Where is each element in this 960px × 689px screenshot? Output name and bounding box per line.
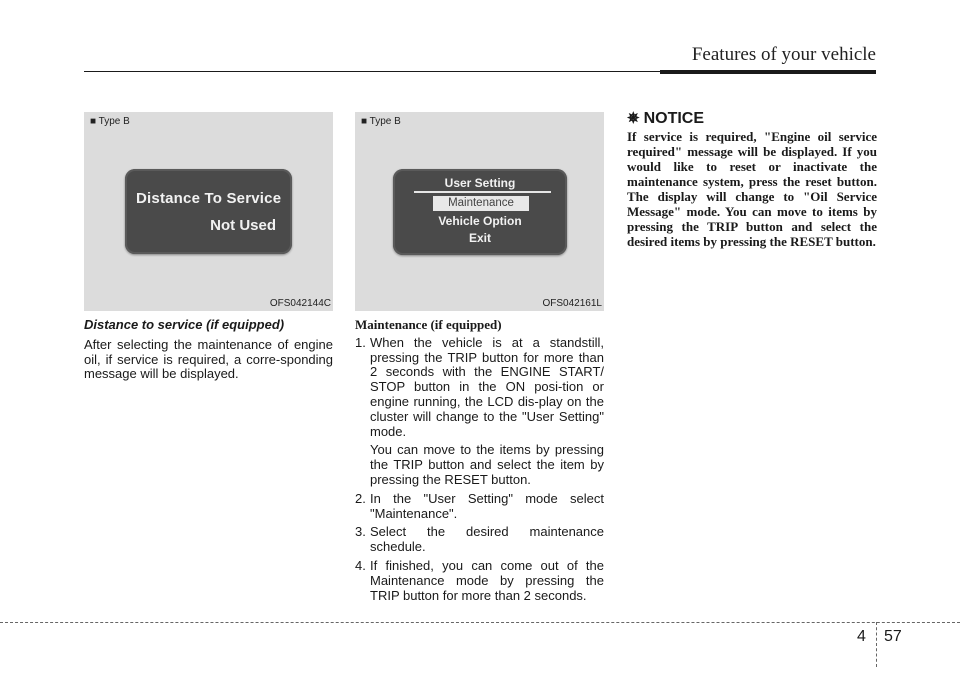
notice-box bbox=[627, 112, 877, 249]
list-number: 2. bbox=[355, 490, 366, 506]
list-item bbox=[355, 559, 604, 603]
section-heading: Distance to service (if equipped) bbox=[84, 317, 285, 332]
chapter-number: 4 bbox=[857, 628, 866, 645]
list-item bbox=[355, 336, 604, 440]
notice-heading bbox=[627, 112, 877, 127]
figure-type-label: ■ Type B bbox=[361, 116, 401, 127]
list-item bbox=[355, 525, 604, 555]
lcd-display bbox=[393, 169, 567, 255]
list-text: When the vehicle is at a standstill, pressing the TRIP button for more than 2 seconds with the ENGINE START/ STOP button in the ON posi-tion or engine running, the LCD dis-play on the cluster will change to the "User Setting" mode. bbox=[370, 334, 604, 439]
menu-item-exit: Exit bbox=[468, 231, 491, 245]
page-header-title: Features of your vehicle bbox=[691, 44, 876, 65]
footer-rule bbox=[0, 622, 960, 623]
lcd-line-2: Not Used bbox=[210, 217, 276, 234]
figure-code: OFS042161L bbox=[542, 298, 602, 309]
section-heading: Maintenance (if equipped) bbox=[355, 317, 502, 332]
figure-distance-to-service bbox=[84, 112, 333, 311]
list-number: 4. bbox=[355, 557, 366, 573]
menu-item-maintenance-selected: Maintenance bbox=[433, 196, 529, 211]
menu-underline bbox=[414, 191, 551, 193]
section-body: After selecting the maintenance of engine oil, if service is required, a corre-sponding message will be displayed. bbox=[84, 336, 333, 382]
middle-column bbox=[355, 318, 604, 607]
figure-code: OFS042144C bbox=[269, 298, 331, 309]
list-item bbox=[355, 492, 604, 522]
header-rule-accent bbox=[660, 70, 876, 74]
list-note: You can move to the items by pressing the TRIP button and select the item by pressing the RESET button. bbox=[370, 442, 604, 487]
figure-type-label: ■ Type B bbox=[90, 116, 130, 127]
list-text: In the "User Setting" mode select "Maintenance". bbox=[370, 490, 604, 521]
list-number: 3. bbox=[355, 524, 366, 540]
list-number: 1. bbox=[355, 334, 366, 350]
left-column bbox=[84, 318, 333, 382]
footer-separator bbox=[876, 622, 877, 667]
lcd-line-1: Distance To Service bbox=[136, 190, 282, 207]
list-text: Select the desired maintenance schedule. bbox=[370, 524, 604, 555]
notice-title: NOTICE bbox=[643, 110, 705, 127]
figure-maintenance-menu bbox=[355, 112, 604, 311]
lcd-display bbox=[125, 169, 292, 254]
page-number: 57 bbox=[884, 628, 902, 645]
list-text: If finished, you can come out of the Maintenance mode by pressing the TRIP button for more than 2 seconds. bbox=[370, 557, 604, 603]
notice-star-icon: ✵ bbox=[627, 110, 640, 127]
menu-item-vehicle-option: Vehicle Option bbox=[438, 214, 522, 228]
notice-body: If service is required, "Engine oil service required" message will be displayed. If you would like to reset or inactivate the maintenance system, press the reset button. The display will change to "Oil Service Message" mode. You can move to items by pressing the TRIP button and select the desired items by pressing the RESET button. bbox=[627, 128, 877, 249]
menu-item-user-setting: User Setting bbox=[444, 176, 516, 190]
